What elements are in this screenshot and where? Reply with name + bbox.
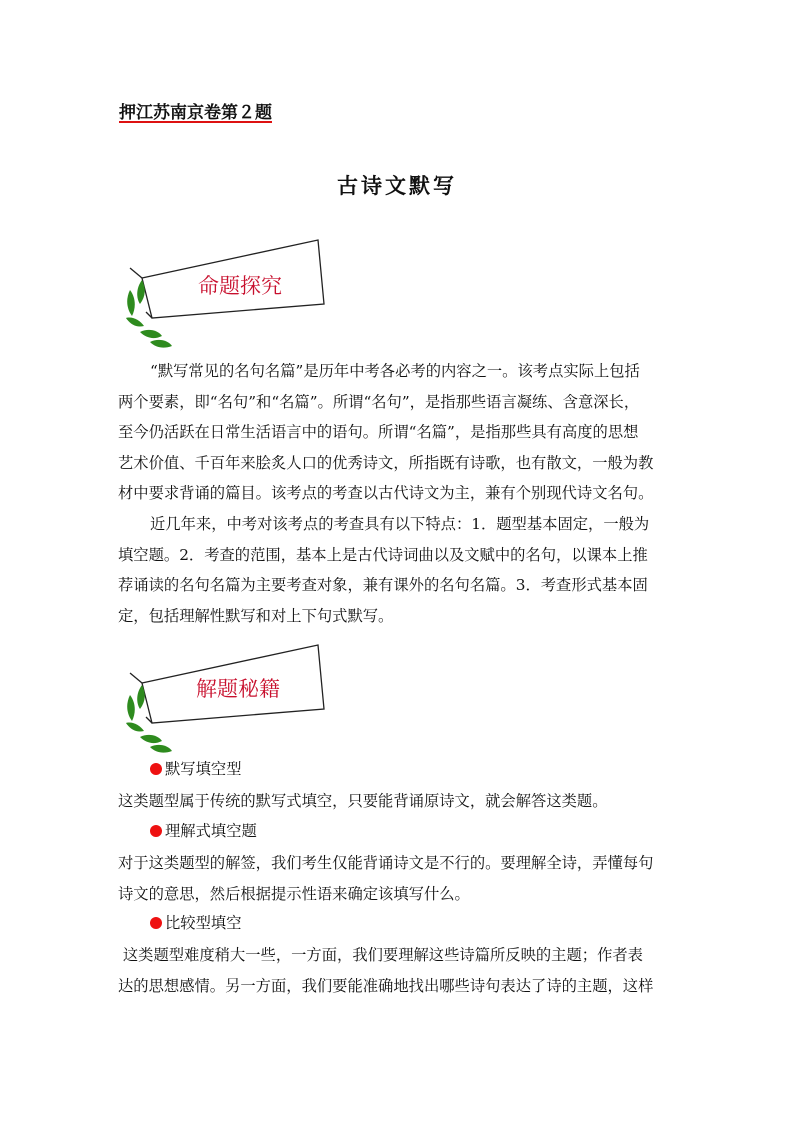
text-line: “默写常见的名句名篇”是历年中考各必考的内容之一。该考点实际上包括 (150, 362, 640, 380)
section-banner-1 (118, 238, 330, 350)
banner-label: 解题秘籍 (196, 677, 280, 701)
method-body-2 (118, 848, 678, 909)
intro-paragraph-1 (118, 356, 678, 509)
page-header-title: 押江苏南京卷第２题 (119, 103, 272, 123)
method-heading-2 (150, 820, 257, 842)
method-heading-label: 比较型填空 (165, 914, 242, 932)
text-line: 诗文的意思，然后根据提示性语来确定该填写什么。 (118, 884, 470, 903)
text-line: 两个要素，即“名句”和“名篇”。所谓“名句”，是指那些语言凝练、含意深长， (118, 392, 640, 411)
text-line: 艺术价值、千百年来脍炙人口的优秀诗文，所指既有诗歌，也有散文，一般为教 (118, 453, 654, 472)
method-heading-label: 理解式填空题 (165, 822, 257, 840)
text-line: 这类题型属于传统的默写式填空，只要能背诵原诗文，就会解答这类题。 (118, 792, 608, 810)
section-banner-2 (118, 643, 330, 755)
text-line: 荐诵读的名句名篇为主要考查对象，兼有课外的名句名篇。3．考查形式基本固 (118, 576, 648, 594)
bullet-dot-icon (150, 825, 162, 837)
bullet-dot-icon (150, 763, 162, 775)
method-body-3 (118, 940, 678, 1001)
text-line: 这类题型难度稍大一些，一方面，我们要理解这些诗篇所反映的主题；作者表 (118, 946, 643, 964)
text-line: 近几年来，中考对该考点的考查具有以下特点：1．题型基本固定，一般为 (150, 515, 650, 533)
main-title: 古诗文默写 (337, 173, 457, 198)
text-line: 材中要求背诵的篇目。该考点的考查以古代诗文为主，兼有个别现代诗文名句。 (118, 484, 654, 502)
text-line: 填空题。2．考查的范围，基本上是古代诗词曲以及文赋中的名句，以课本上推 (118, 545, 648, 564)
intro-paragraph-2 (118, 509, 678, 631)
text-line: 定，包括理解性默写和对上下句式默写。 (118, 606, 394, 625)
method-heading-1 (150, 758, 242, 780)
text-line: 至今仍活跃在日常生活语言中的语句。所谓“名篇”，是指那些具有高度的思想 (118, 423, 639, 441)
text-line: 对于这类题型的解签，我们考生仅能背诵诗文是不行的。要理解全诗，弄懂每句 (118, 854, 654, 872)
method-body-1 (118, 786, 678, 817)
bullet-dot-icon (150, 917, 162, 929)
text-line: 达的思想感情。另一方面，我们要能准确地找出哪些诗句表达了诗的主题，这样 (118, 976, 654, 995)
banner-label: 命题探究 (198, 274, 282, 298)
method-heading-3 (150, 912, 242, 934)
method-heading-label: 默写填空型 (165, 760, 242, 778)
